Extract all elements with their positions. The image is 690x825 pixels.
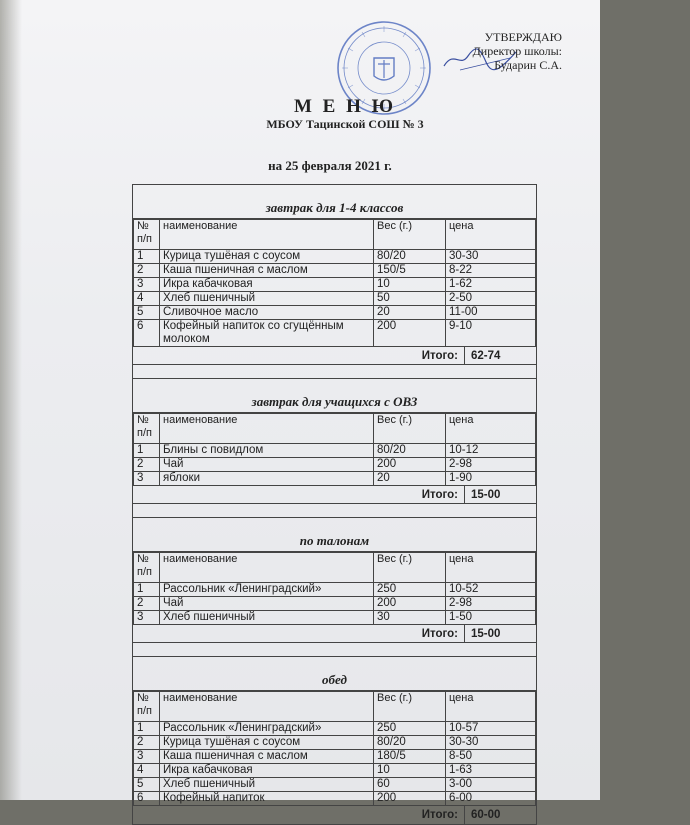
section-divider: [133, 643, 536, 657]
item-name: Кофейный напиток: [160, 792, 374, 806]
section-table: [133, 552, 536, 625]
school-name: МБОУ Тацинской СОШ № 3: [266, 117, 424, 131]
table-row: [134, 320, 536, 347]
item-price: 8-50: [446, 750, 536, 764]
table-row: [134, 458, 536, 472]
item-price: 2-50: [446, 292, 536, 306]
item-number: 1: [134, 583, 160, 597]
item-weight: 250: [374, 722, 446, 736]
section-divider: [133, 365, 536, 379]
table-row: [134, 444, 536, 458]
item-price: 1-50: [446, 611, 536, 625]
approval-block: [473, 30, 562, 72]
table-row: [134, 750, 536, 764]
section-total: [133, 806, 536, 824]
column-header-name: наименование: [160, 692, 374, 722]
item-weight: 50: [374, 292, 446, 306]
section-total: [133, 486, 536, 504]
column-header-weight: Вес (г.): [374, 692, 446, 722]
item-weight: 30: [374, 611, 446, 625]
table-row: [134, 597, 536, 611]
item-weight: 10: [374, 278, 446, 292]
item-price: 6-00: [446, 792, 536, 806]
table-row: [134, 472, 536, 486]
item-name: Чай: [160, 597, 374, 611]
item-price: 2-98: [446, 597, 536, 611]
item-name: Икра кабачковая: [160, 278, 374, 292]
item-weight: 10: [374, 764, 446, 778]
section-title: завтрак для учащихся с ОВЗ: [133, 379, 536, 413]
item-number: 4: [134, 292, 160, 306]
item-price: 30-30: [446, 250, 536, 264]
approval-heading: УТВЕРЖДАЮ: [484, 30, 562, 44]
menu-section: [133, 365, 536, 504]
item-number: 2: [134, 736, 160, 750]
item-weight: 80/20: [374, 736, 446, 750]
approval-position: Директор школы:: [472, 44, 562, 58]
item-weight: 20: [374, 306, 446, 320]
menu-section: [133, 643, 536, 824]
item-price: 10-52: [446, 583, 536, 597]
total-label: Итого:: [421, 809, 458, 821]
section-title: обед: [133, 657, 536, 691]
item-name: Каша пшеничная с маслом: [160, 750, 374, 764]
column-header-weight: Вес (г.): [374, 553, 446, 583]
item-weight: 200: [374, 458, 446, 472]
item-number: 1: [134, 444, 160, 458]
item-number: 3: [134, 472, 160, 486]
item-name: Рассольник «Ленинградский»: [160, 722, 374, 736]
item-name: Хлеб пшеничный: [160, 611, 374, 625]
item-weight: 180/5: [374, 750, 446, 764]
item-number: 5: [134, 306, 160, 320]
item-price: 30-30: [446, 736, 536, 750]
section-total: [133, 625, 536, 643]
column-header-name: наименование: [160, 553, 374, 583]
total-label: Итого:: [421, 349, 458, 362]
section-table: [133, 219, 536, 347]
item-weight: 80/20: [374, 250, 446, 264]
item-number: 1: [134, 250, 160, 264]
item-name: Курица тушёная с соусом: [160, 250, 374, 264]
item-price: 10-12: [446, 444, 536, 458]
column-header-num: № п/п: [134, 220, 160, 250]
approval-person: Бударин С.А.: [494, 58, 562, 72]
item-name: Чай: [160, 458, 374, 472]
section-divider: [133, 504, 536, 518]
item-price: 1-62: [446, 278, 536, 292]
item-number: 1: [134, 722, 160, 736]
item-weight: 60: [374, 778, 446, 792]
column-header-num: № п/п: [134, 692, 160, 722]
item-price: 3-00: [446, 778, 536, 792]
table-row: [134, 792, 536, 806]
menu-section: [133, 185, 536, 365]
table-row: [134, 611, 536, 625]
column-header-price: цена: [446, 692, 536, 722]
item-price: 11-00: [446, 306, 536, 320]
menu-title: М Е Н Ю: [293, 96, 397, 117]
item-name: Блины с повидлом: [160, 444, 374, 458]
item-price: 1-63: [446, 764, 536, 778]
item-name: Сливочное масло: [160, 306, 374, 320]
section-total: [133, 347, 536, 365]
section-title: по талонам: [133, 518, 536, 552]
table-row: [134, 583, 536, 597]
item-number: 6: [134, 320, 160, 347]
table-row: [134, 722, 536, 736]
item-weight: 200: [374, 597, 446, 611]
table-row: [134, 306, 536, 320]
column-header-num: № п/п: [134, 414, 160, 444]
item-weight: 200: [374, 320, 446, 347]
total-value: 15-00: [464, 486, 536, 503]
menu-date: на 25 февраля 2021 г.: [268, 158, 392, 173]
column-header-weight: Вес (г.): [374, 220, 446, 250]
item-name: яблоки: [160, 472, 374, 486]
item-number: 2: [134, 597, 160, 611]
item-name: Курица тушёная с соусом: [160, 736, 374, 750]
table-row: [134, 250, 536, 264]
item-weight: 20: [374, 472, 446, 486]
total-label: Итого:: [421, 627, 458, 640]
item-weight: 200: [374, 792, 446, 806]
menu-section: [133, 504, 536, 643]
item-price: 8-22: [446, 264, 536, 278]
item-name: Хлеб пшеничный: [160, 292, 374, 306]
total-value: 15-00: [464, 625, 536, 642]
table-row: [134, 736, 536, 750]
table-header-row: [134, 692, 536, 722]
item-number: 2: [134, 264, 160, 278]
item-weight: 150/5: [374, 264, 446, 278]
item-number: 3: [134, 611, 160, 625]
column-header-num: № п/п: [134, 553, 160, 583]
table-row: [134, 778, 536, 792]
item-name: Хлеб пшеничный: [160, 778, 374, 792]
item-number: 5: [134, 778, 160, 792]
column-header-price: цена: [446, 220, 536, 250]
item-name: Кофейный напиток со сгущённым молоком: [160, 320, 374, 347]
table-header-row: [134, 414, 536, 444]
table-row: [134, 278, 536, 292]
item-weight: 250: [374, 583, 446, 597]
item-number: 6: [134, 792, 160, 806]
item-price: 10-57: [446, 722, 536, 736]
table-header-row: [134, 553, 536, 583]
section-title: завтрак для 1-4 классов: [133, 185, 536, 219]
item-weight: 80/20: [374, 444, 446, 458]
column-header-price: цена: [446, 414, 536, 444]
item-name: Каша пшеничная с маслом: [160, 264, 374, 278]
total-value: 62-74: [464, 347, 536, 364]
item-name: Рассольник «Ленинградский»: [160, 583, 374, 597]
column-header-price: цена: [446, 553, 536, 583]
column-header-name: наименование: [160, 220, 374, 250]
total-label: Итого:: [421, 488, 458, 501]
item-number: 2: [134, 458, 160, 472]
section-table: [133, 413, 536, 486]
column-header-weight: Вес (г.): [374, 414, 446, 444]
item-number: 3: [134, 750, 160, 764]
item-number: 3: [134, 278, 160, 292]
table-row: [134, 764, 536, 778]
total-value: 60-00: [464, 806, 536, 824]
item-price: 9-10: [446, 320, 536, 347]
table-row: [134, 264, 536, 278]
item-price: 2-98: [446, 458, 536, 472]
column-header-name: наименование: [160, 414, 374, 444]
item-name: Икра кабачковая: [160, 764, 374, 778]
table-header-row: [134, 220, 536, 250]
item-price: 1-90: [446, 472, 536, 486]
table-row: [134, 292, 536, 306]
item-number: 4: [134, 764, 160, 778]
menu-table: [132, 184, 537, 825]
section-table: [133, 691, 536, 806]
